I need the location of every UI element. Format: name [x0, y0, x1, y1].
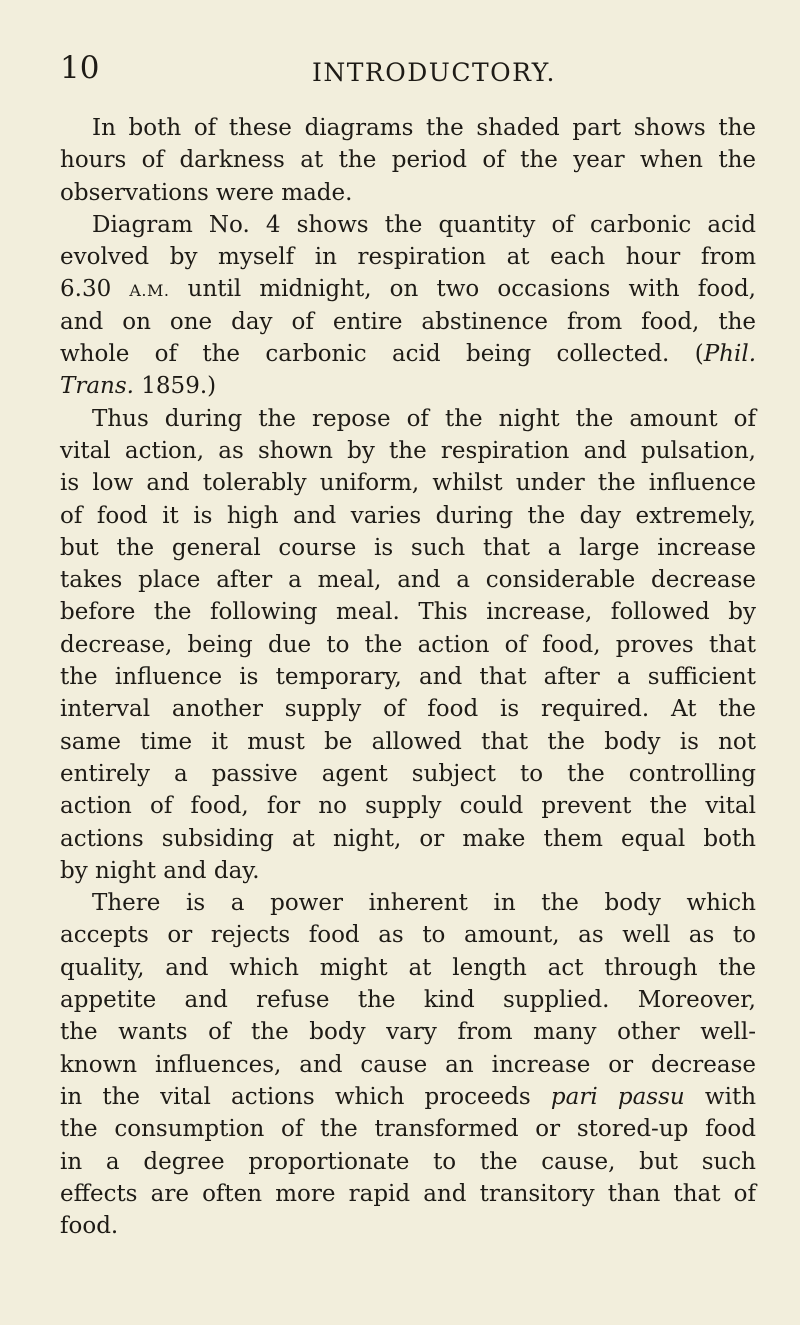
text-line [60, 273, 756, 305]
text-line: action of food, for no supply could prevent the vital [60, 793, 756, 820]
text-line: accepts or rejects food as to amount, as well as to [60, 922, 756, 949]
text-line: appetite and refuse the kind supplied. Moreover, [60, 987, 756, 1014]
body-text [60, 112, 756, 1242]
text-line: There is a power inherent in the body which [92, 890, 756, 917]
text-run: 6.30 [60, 276, 130, 303]
running-head: INTRODUCTORY. [312, 58, 556, 87]
text-line: in a degree proportionate to the cause, but such [60, 1148, 756, 1175]
text-run: until midnight, on two occasions with food, [169, 276, 756, 303]
text-line: of food it is high and varies during the day extremely, [60, 502, 756, 529]
text-line: and on one day of entire abstinence from food, the [60, 308, 756, 335]
italic-text: pari passu [550, 1083, 685, 1110]
text-line: known influences, and cause an increase or decrease [60, 1051, 756, 1078]
text-line: hours of darkness at the period of the year when the [60, 147, 756, 174]
text-line: In both of these diagrams the shaded part shows the [92, 115, 756, 141]
text-run: whole of the carbonic acid being collected. ( [60, 341, 704, 368]
text-line [60, 338, 756, 370]
italic-text: Trans. [60, 373, 134, 400]
text-line: interval another supply of food is required. At the [60, 696, 756, 723]
text-line: takes place after a meal, and a considerable decrease [60, 567, 756, 594]
text-line: effects are often more rapid and transitory than that of [60, 1180, 756, 1207]
text-line: Thus during the repose of the night the amount of [92, 405, 756, 432]
text-run: with [684, 1083, 757, 1110]
small-caps-text: A.M. [129, 281, 170, 301]
text-line: food. [60, 1213, 119, 1240]
italic-text: Phil. [703, 341, 756, 368]
text-line: observations were made. [60, 179, 353, 206]
text-line: decrease, being due to the action of food, proves that [60, 631, 756, 658]
text-line: but the general course is such that a large increase [60, 534, 756, 561]
text-line: Diagram No. 4 shows the quantity of carbonic acid [92, 211, 756, 238]
text-line: is low and tolerably uniform, whilst under the influence [60, 470, 756, 497]
text-line: the consumption of the transformed or stored-up food [60, 1116, 756, 1143]
text-line: same time it must be allowed that the body is not [60, 728, 756, 755]
text-line: the wants of the body vary from many other well- [60, 1019, 756, 1046]
text-line: before the following meal. This increase, followed by [60, 599, 756, 626]
text-run: 1859.) [133, 373, 217, 400]
text-line: vital action, as shown by the respiration and pulsation, [60, 437, 756, 464]
text-line [60, 370, 756, 402]
text-line: evolved by myself in respiration at each hour from [60, 244, 756, 271]
text-line: quality, and which might at length act through the [60, 954, 756, 981]
text-run: in the vital actions which proceeds [60, 1083, 551, 1110]
text-line: actions subsiding at night, or make them equal both [60, 825, 756, 852]
text-line [60, 1081, 756, 1113]
text-line: by night and day. [60, 857, 260, 884]
text-line: entirely a passive agent subject to the controlling [60, 760, 756, 787]
text-line: the influence is temporary, and that after a sufficient [60, 664, 756, 691]
page-number: 10 [60, 50, 100, 86]
